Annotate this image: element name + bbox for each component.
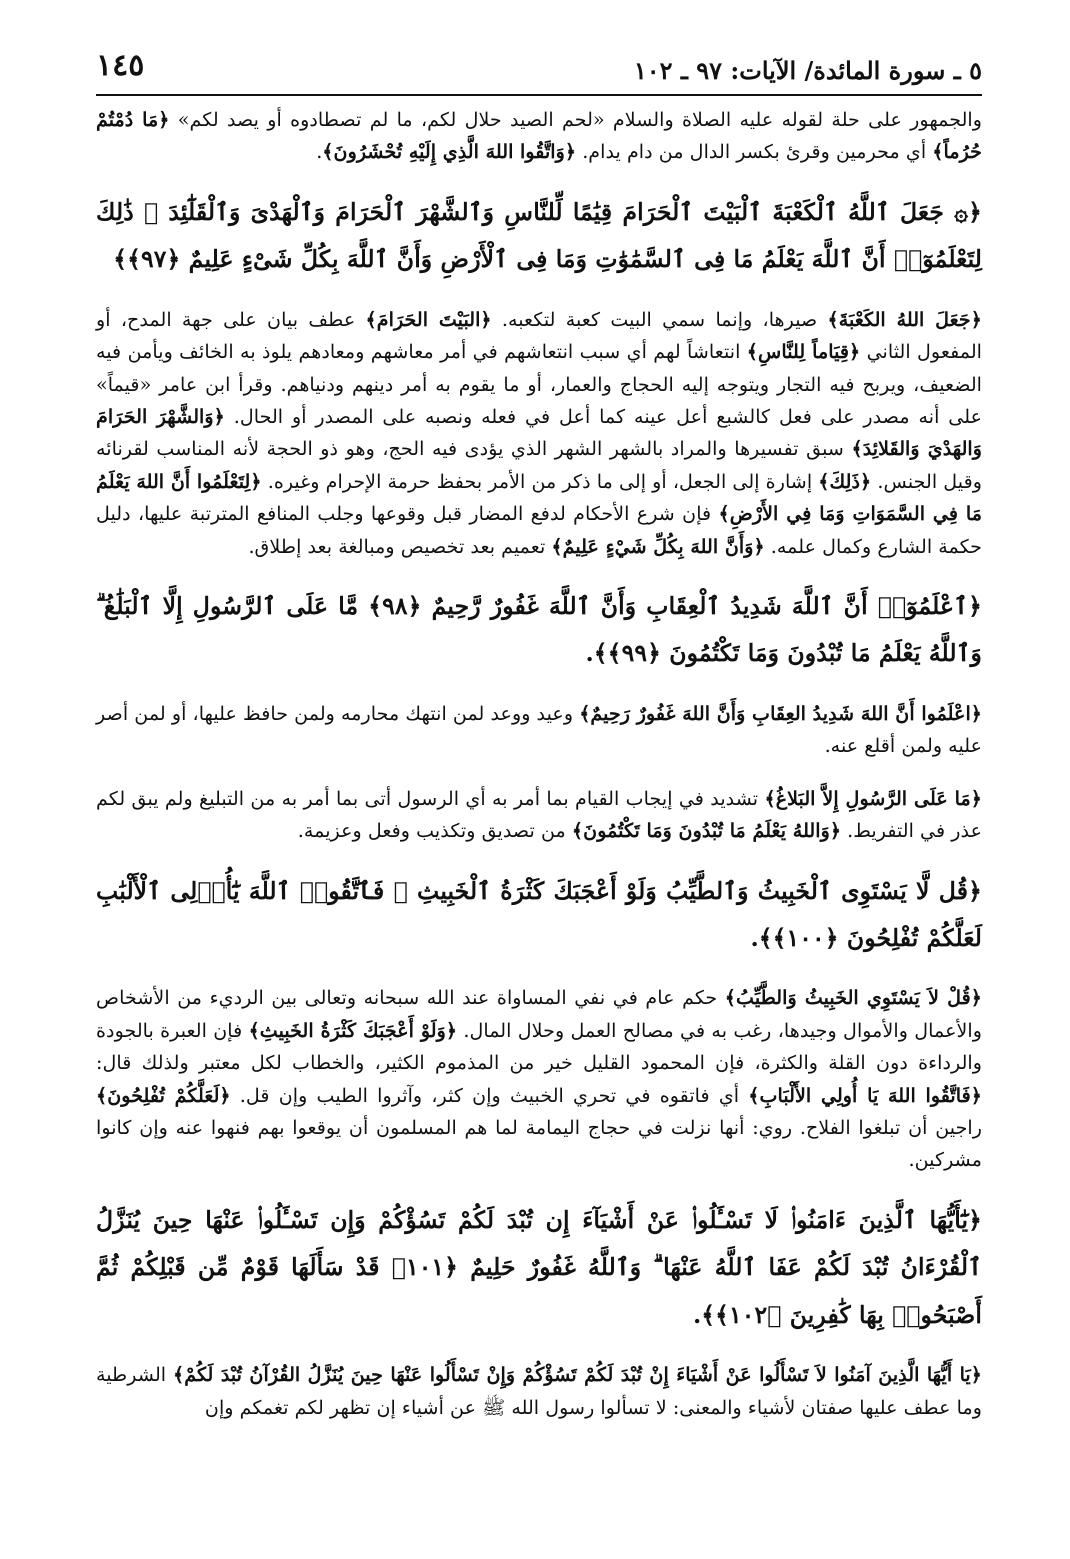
quoted-verse-phrase: ﴿جَعَلَ اللهُ الكَعْبَةَ﴾ [827,307,982,331]
commentary-text: حكم عام في نفي المساواة عند الله سبحانه وتعالى بين الرديء من الأشخاص والأعمال والأموال وجيدها، رغب به في مصالح العمل وحلال المال. [96,986,982,1042]
quoted-verse-phrase: ﴿لَعَلَّكُمْ تُفْلِحُونَ﴾ [96,1083,231,1107]
commentary-paragraph [96,104,982,169]
commentary-paragraph [96,304,982,563]
surah-title: ٥ ـ سورة المائدة/ الآيات: ٩٧ ـ ١٠٢ [633,56,982,85]
commentary-text: من تصديق وتكذيب وفعل وعزيمة. [297,819,572,843]
commentary-text: وعيد ووعد لمن انتهك محارمه ولمن حافظ عليها، أو لمن أصر عليه ولمن أقلع عنه. [96,701,982,758]
page-header [96,48,982,96]
commentary-text: . [316,140,323,164]
quoted-verse-phrase: ﴿قُلْ لاَ يَسْتَوِي الخَبِيثُ وَالطَّيِّبُ﴾ [724,986,982,1010]
commentary-paragraph [96,982,982,1176]
commentary-text: أي فاتقوه في تحري الخبيث وإن كثر، وآثروا الطيب وإن قل. [230,1083,749,1107]
quoted-verse-phrase: ﴿اعْلَمُوا أَنَّ اللهَ شَدِيدُ العِقَابِ وَأَنَّ اللهَ غَفُورٌ رَحِيمٌ﴾ [579,701,982,725]
commentary-paragraph [96,698,982,763]
commentary-text: عطف بيان على جهة المدح، أو المفعول الثاني [96,307,982,364]
commentary-paragraph [96,1359,982,1424]
quoted-verse-phrase: ﴿البَيْتَ الحَرَامَ﴾ [365,307,492,331]
commentary-text: صيرها، وإنما سمي البيت كعبة لتكعبه. [491,307,828,331]
quoted-verse-phrase: ﴿مَا دُمْتُمْ حُرُماً﴾ [96,108,982,164]
page-body [96,104,982,1444]
quran-verse-block: ﴿قُل لَّا يَسْتَوِى ٱلْخَبِيثُ وَٱلطَّيِّبُ وَلَوْ أَعْجَبَكَ كَثْرَةُ ٱلْخَبِيثِ ۚ فَٱتَّقُوا۟ ٱللَّهَ يَٰٓأُو۟لِى ٱلْأَلْبَٰبِ لَعَلَّكُمْ تُفْلِحُونَ ﴿١٠٠﴾﴾. [96,876,982,952]
commentary-text: فإن العبرة بالجودة والرداءة دون القلة والكثرة، فإن المحمود القليل خير من المذموم الكثير، والخطاب لكل معتبر ولذلك قال: [96,1018,982,1075]
quoted-verse-phrase: ﴿وَاللهُ يَعْلَمُ مَا تُبْدُونَ وَمَا تَكْتُمُونَ﴾ [571,819,842,843]
quoted-verse-phrase: ﴿وَالشَّهْرَ الحَرَامَ وَالهَدْيَ وَالقَلائِدَ﴾ [96,404,982,461]
quoted-verse-phrase: ﴿فَاتَّقُوا اللهَ يَا أُولِي الأَلْبَابِ﴾ [748,1083,982,1107]
commentary-text: راجين أن تبلغوا الفلاح. روي: أنها نزلت في حجاج اليمامة لما هم المسلمون أن يوقعوا بهم فنهوا عنه وإن كانوا مشركين. [96,1116,982,1172]
quran-verse-block: ﴿ٱعْلَمُوٓا۟ أَنَّ ٱللَّهَ شَدِيدُ ٱلْعِقَابِ وَأَنَّ ٱللَّهَ غَفُورٌ رَّحِيمٌ ﴿٩٨﴾ مَّا عَلَى ٱلرَّسُولِ إِلَّا ٱلْبَلَٰغُ ۗ وَٱللَّهُ يَعْلَمُ مَا تُبْدُونَ وَمَا تَكْتُمُونَ ﴿٩٩﴾﴾. [96,591,982,668]
commentary-text: سبق تفسيرها والمراد بالشهر الشهر الذي يؤدى فيه الحج، وهو ذو الحجة لأنه المناسب لقرنائه وقيل الجنس. [96,437,982,493]
quoted-verse-phrase: ﴿وَأَنَّ اللهَ بِكُلِّ شَيْءٍ عَلِيمٌ﴾ [551,534,765,558]
quoted-verse-phrase: ﴿يَا أَيُّهَا الَّذِينَ آمَنُوا لاَ تَسْأَلُوا عَنْ أَشْيَاءَ إِنْ تُبْدَ لَكُمْ تَسُؤْكُمْ وَإِنْ تَسْأَلُوا عَنْهَا حِينَ يُنَزَّلُ القُرْآنُ تُبْدَ لَكُمْ﴾ [172,1363,982,1387]
commentary-paragraph [96,783,982,848]
quoted-verse-phrase: ﴿ذَلِكَ﴾ [818,469,872,493]
quoted-verse-phrase: ﴿قِيَاماً لِلنَّاسِ﴾ [746,340,861,364]
quoted-verse-phrase: ﴿مَا عَلَى الرَّسُولِ إِلاَّ البَلاغُ﴾ [764,786,982,810]
commentary-text: فإن شرع الأحكام لدفع المضار قبل وقوعها وجلب المنافع المترتبة عليها، دليل حكمة الشارع وكمال علمه. [96,502,982,558]
commentary-text: والجمهور على حلة لقوله عليه الصلاة والسلام «لحم الصيد حلال لكم، ما لم تصطادوه أو يصد لكم» [169,108,983,131]
page-number: ١٤٥ [96,48,145,83]
quoted-verse-phrase: ﴿وَلَوْ أَعْجَبَكَ كَثْرَةُ الخَبِيثِ﴾ [248,1018,458,1042]
quran-verse-block: ﴿۞ جَعَلَ ٱللَّهُ ٱلْكَعْبَةَ ٱلْبَيْتَ ٱلْحَرَامَ قِيَٰمًا لِّلنَّاسِ وَٱلشَّهْرَ ٱلْحَرَامَ وَٱلْهَدْىَ وَٱلْقَلَٰٓئِدَ ۚ ذَٰلِكَ لِتَعْلَمُوٓا۟ أَنَّ ٱللَّهَ يَعْلَمُ مَا فِى ٱلسَّمَٰوَٰتِ وَمَا فِى ٱلْأَرْضِ وَأَنَّ ٱللَّهَ بِكُلِّ شَىْءٍ عَلِيمٌ ﴿٩٧﴾﴾ [96,197,982,274]
commentary-text: تعميم بعد تخصيص ومبالغة بعد إطلاق. [248,534,552,558]
commentary-text: انتعاشاً لهم أي سبب انتعاشهم في أمر معاشهم ومعادهم يلوذ به الخائف ويأمن فيه الضعيف، ويربح فيه التجار ويتوجه إليه الحجاج والعمار، أو ما يقوم به أمر دينهم ودنياهم. وقرأ ابن عامر «قيماً» على أنه مصدر على فعل كالشبع أعل عينه كما أعل في فعله ونصبه على المصدر أو الحال. [96,340,982,428]
commentary-text: الشرطية وما عطف عليها صفتان لأشياء والمعنى: لا تسألوا رسول الله ﷺ عن أشياء إن تظهر لكم تغمكم وإن [96,1363,982,1419]
commentary-text: إشارة إلى الجعل، أو إلى ما ذكر من الأمر بحفظ حرمة الإحرام وغيره. [261,469,819,493]
commentary-text: تشديد في إيجاب القيام بما أمر به أي الرسول أتى بما أمر به من التبليغ ولم يبق لكم عذر في التفريط. [96,786,982,843]
quran-verse-block: ﴿يَٰٓأَيُّهَا ٱلَّذِينَ ءَامَنُوا۟ لَا تَسْـَٔلُوا۟ عَنْ أَشْيَآءَ إِن تُبْدَ لَكُمْ تَسُؤْكُمْ وَإِن تَسْـَٔلُوا۟ عَنْهَا حِينَ يُنَزَّلُ ٱلْقُرْءَانُ تُبْدَ لَكُمْ عَفَا ٱللَّهُ عَنْهَا ۗ وَٱللَّهُ غَفُورٌ حَلِيمٌ ﴿١٠١﴾ قَدْ سَأَلَهَا قَوْمٌ مِّن قَبْلِكُمْ ثُمَّ أَصْبَحُوا۟ بِهَا كَٰفِرِينَ ﴿١٠٢﴾﴾. [96,1205,982,1329]
quoted-verse-phrase: ﴿وَاتَّقُوا اللهَ الَّذِي إِلَيْهِ تُحْشَرُونَ﴾ [322,140,577,164]
quoted-verse-phrase: ﴿لِتَعْلَمُوا أَنَّ اللهَ يَعْلَمُ مَا فِي السَّمَوَاتِ وَمَا فِي الأَرْضِ﴾ [96,469,982,526]
commentary-text: أي محرمين وقرئ بكسر الدال من دام يدام. [576,140,933,164]
